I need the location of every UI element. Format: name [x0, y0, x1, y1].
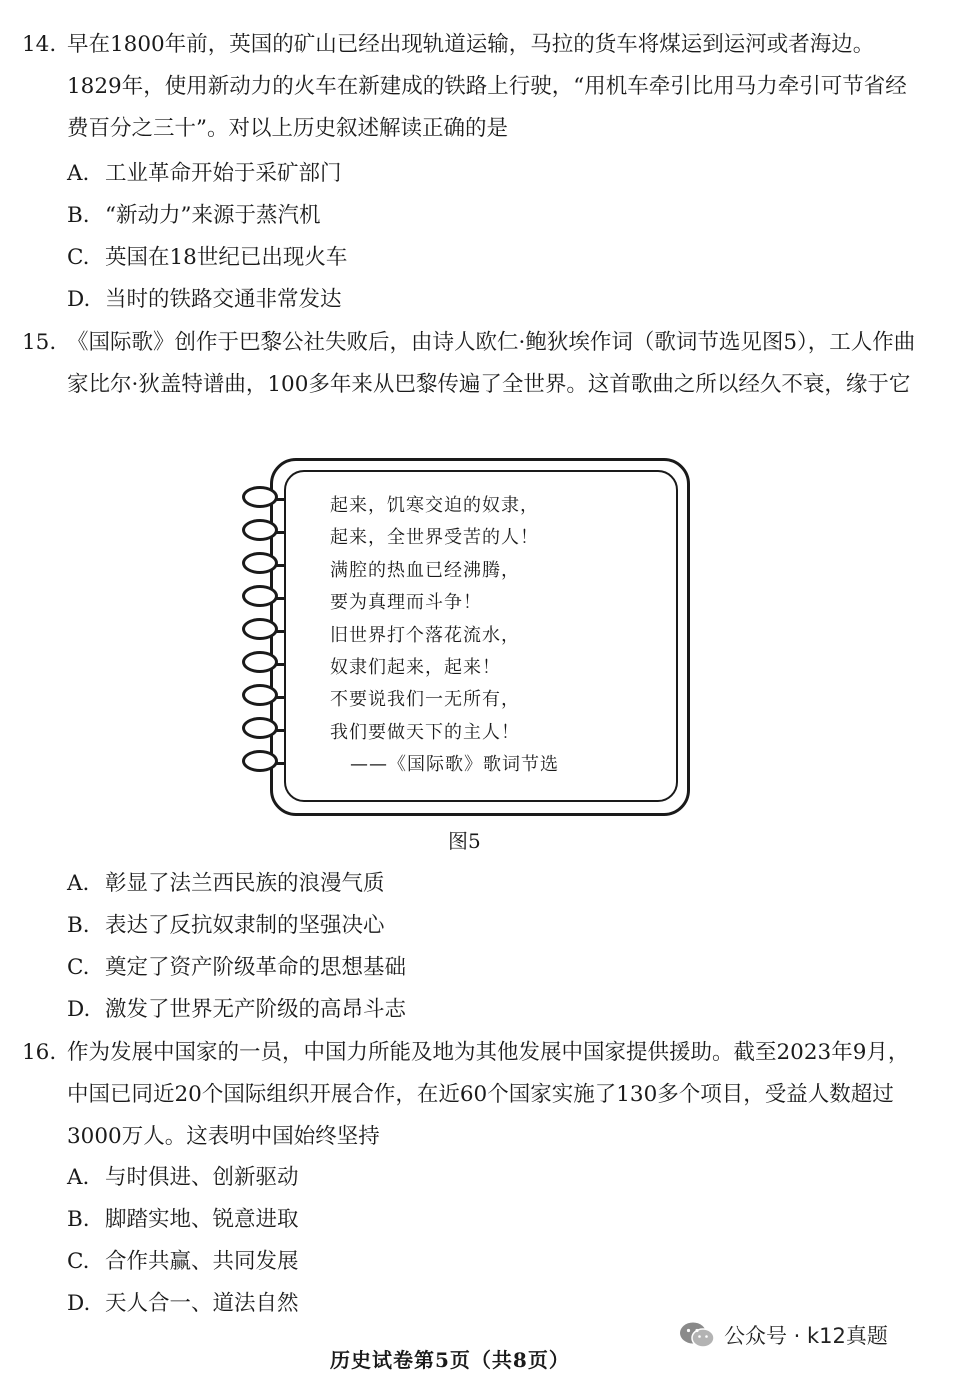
wechat-icon: [678, 1320, 716, 1350]
option-label: A.: [67, 871, 90, 896]
lyric-line: 旧世界打个落花流水，: [330, 624, 520, 646]
option-label: A.: [67, 161, 90, 186]
option-label: C.: [67, 1249, 90, 1274]
lyric-line: 满腔的热血已经沸腾，: [330, 559, 520, 581]
option-label: A.: [67, 1165, 90, 1190]
question-15-option-a[interactable]: [67, 868, 385, 900]
spiral-ring: [242, 717, 278, 739]
option-text: 彰显了法兰西民族的浪漫气质: [105, 871, 385, 896]
watermark: [678, 1318, 888, 1352]
lyrics-excerpt: [330, 490, 650, 782]
option-text: 合作共赢、共同发展: [105, 1249, 299, 1274]
question-14-option-b[interactable]: [67, 200, 320, 232]
question-stem: 早在1800年前，英国的矿山已经出现轨道运输，马拉的货车将煤运到运河或者海边。1829年，使用新动力的火车在新建成的铁路上行驶，“用机车牵引比用马力牵引可节省经费百分之三十”。对以上历史叙述解读正确的是: [67, 32, 907, 141]
question-15-option-d[interactable]: [67, 994, 406, 1026]
watermark-text: 公众号 · k12真题: [724, 1324, 888, 1348]
option-text: 激发了世界无产阶级的高昂斗志: [105, 997, 407, 1022]
question-15-option-c[interactable]: [67, 952, 406, 984]
question-14-option-d[interactable]: [67, 284, 342, 316]
spiral-ring: [242, 552, 278, 574]
spiral-ring: [242, 750, 278, 772]
option-label: D.: [67, 997, 91, 1022]
spiral-ring: [242, 684, 278, 706]
lyric-line: 起来，饥寒交迫的奴隶，: [330, 495, 539, 516]
question-15: [22, 322, 922, 406]
lyric-line: 奴隶们起来，起来！: [330, 657, 501, 679]
question-number: 15.: [22, 330, 57, 355]
option-label: B.: [67, 913, 90, 938]
option-label: C.: [67, 955, 90, 980]
option-text: “新动力”来源于蒸汽机: [105, 203, 321, 228]
figure-caption: 图5: [448, 829, 481, 853]
notebook-spiral-rings: [242, 486, 286, 786]
spiral-ring: [242, 651, 278, 673]
page-footer: 历史试卷第5页（共8页）: [330, 1348, 570, 1372]
spiral-ring: [242, 585, 278, 607]
option-label: B.: [67, 1207, 90, 1232]
option-text: 英国在18世纪已出现火车: [105, 245, 348, 270]
question-number: 16.: [22, 1040, 57, 1065]
question-16-option-a[interactable]: [67, 1162, 299, 1194]
lyrics-source: ——《国际歌》歌词节选: [350, 754, 559, 776]
option-label: D.: [67, 1291, 91, 1316]
question-15-option-b[interactable]: [67, 910, 385, 942]
option-text: 天人合一、道法自然: [105, 1291, 299, 1316]
spiral-ring: [242, 519, 278, 541]
question-16-option-c[interactable]: [67, 1246, 299, 1278]
question-number: 14.: [22, 32, 57, 57]
option-label: C.: [67, 245, 90, 270]
lyric-line: 起来，全世界受苦的人！: [330, 527, 539, 549]
question-14-option-a[interactable]: [67, 158, 342, 190]
lyric-line: 不要说我们一无所有，: [330, 689, 520, 711]
question-16: [22, 1032, 922, 1158]
lyric-line: 我们要做天下的主人！: [330, 721, 520, 743]
question-16-option-d[interactable]: [67, 1288, 299, 1320]
question-14-option-c[interactable]: [67, 242, 347, 274]
question-stem: 作为发展中国家的一员，中国力所能及地为其他发展中国家提供援助。截至2023年9月，中国已同近20个国际组织开展合作，在近60个国家实施了130多个项目，受益人数超过3000万人。这表明中国始终坚持: [67, 1040, 910, 1149]
option-label: D.: [67, 287, 91, 312]
option-text: 表达了反抗奴隶制的坚强决心: [105, 913, 385, 938]
option-text: 工业革命开始于采矿部门: [105, 161, 342, 186]
option-label: B.: [67, 203, 90, 228]
spiral-ring: [242, 618, 278, 640]
option-text: 当时的铁路交通非常发达: [105, 287, 342, 312]
spiral-ring: [242, 486, 278, 508]
option-text: 与时俱进、创新驱动: [105, 1165, 299, 1190]
option-text: 奠定了资产阶级革命的思想基础: [105, 955, 407, 980]
lyric-line: 要为真理而斗争！: [330, 592, 482, 614]
question-16-option-b[interactable]: [67, 1204, 299, 1236]
question-14: [22, 24, 922, 150]
option-text: 脚踏实地、锐意进取: [105, 1207, 299, 1232]
question-stem: 《国际歌》创作于巴黎公社失败后，由诗人欧仁·鲍狄埃作词（歌词节选见图5），工人作曲家比尔·狄盖特谱曲，100多年来从巴黎传遍了全世界。这首歌曲之所以经久不衰，缘于它: [67, 330, 916, 397]
